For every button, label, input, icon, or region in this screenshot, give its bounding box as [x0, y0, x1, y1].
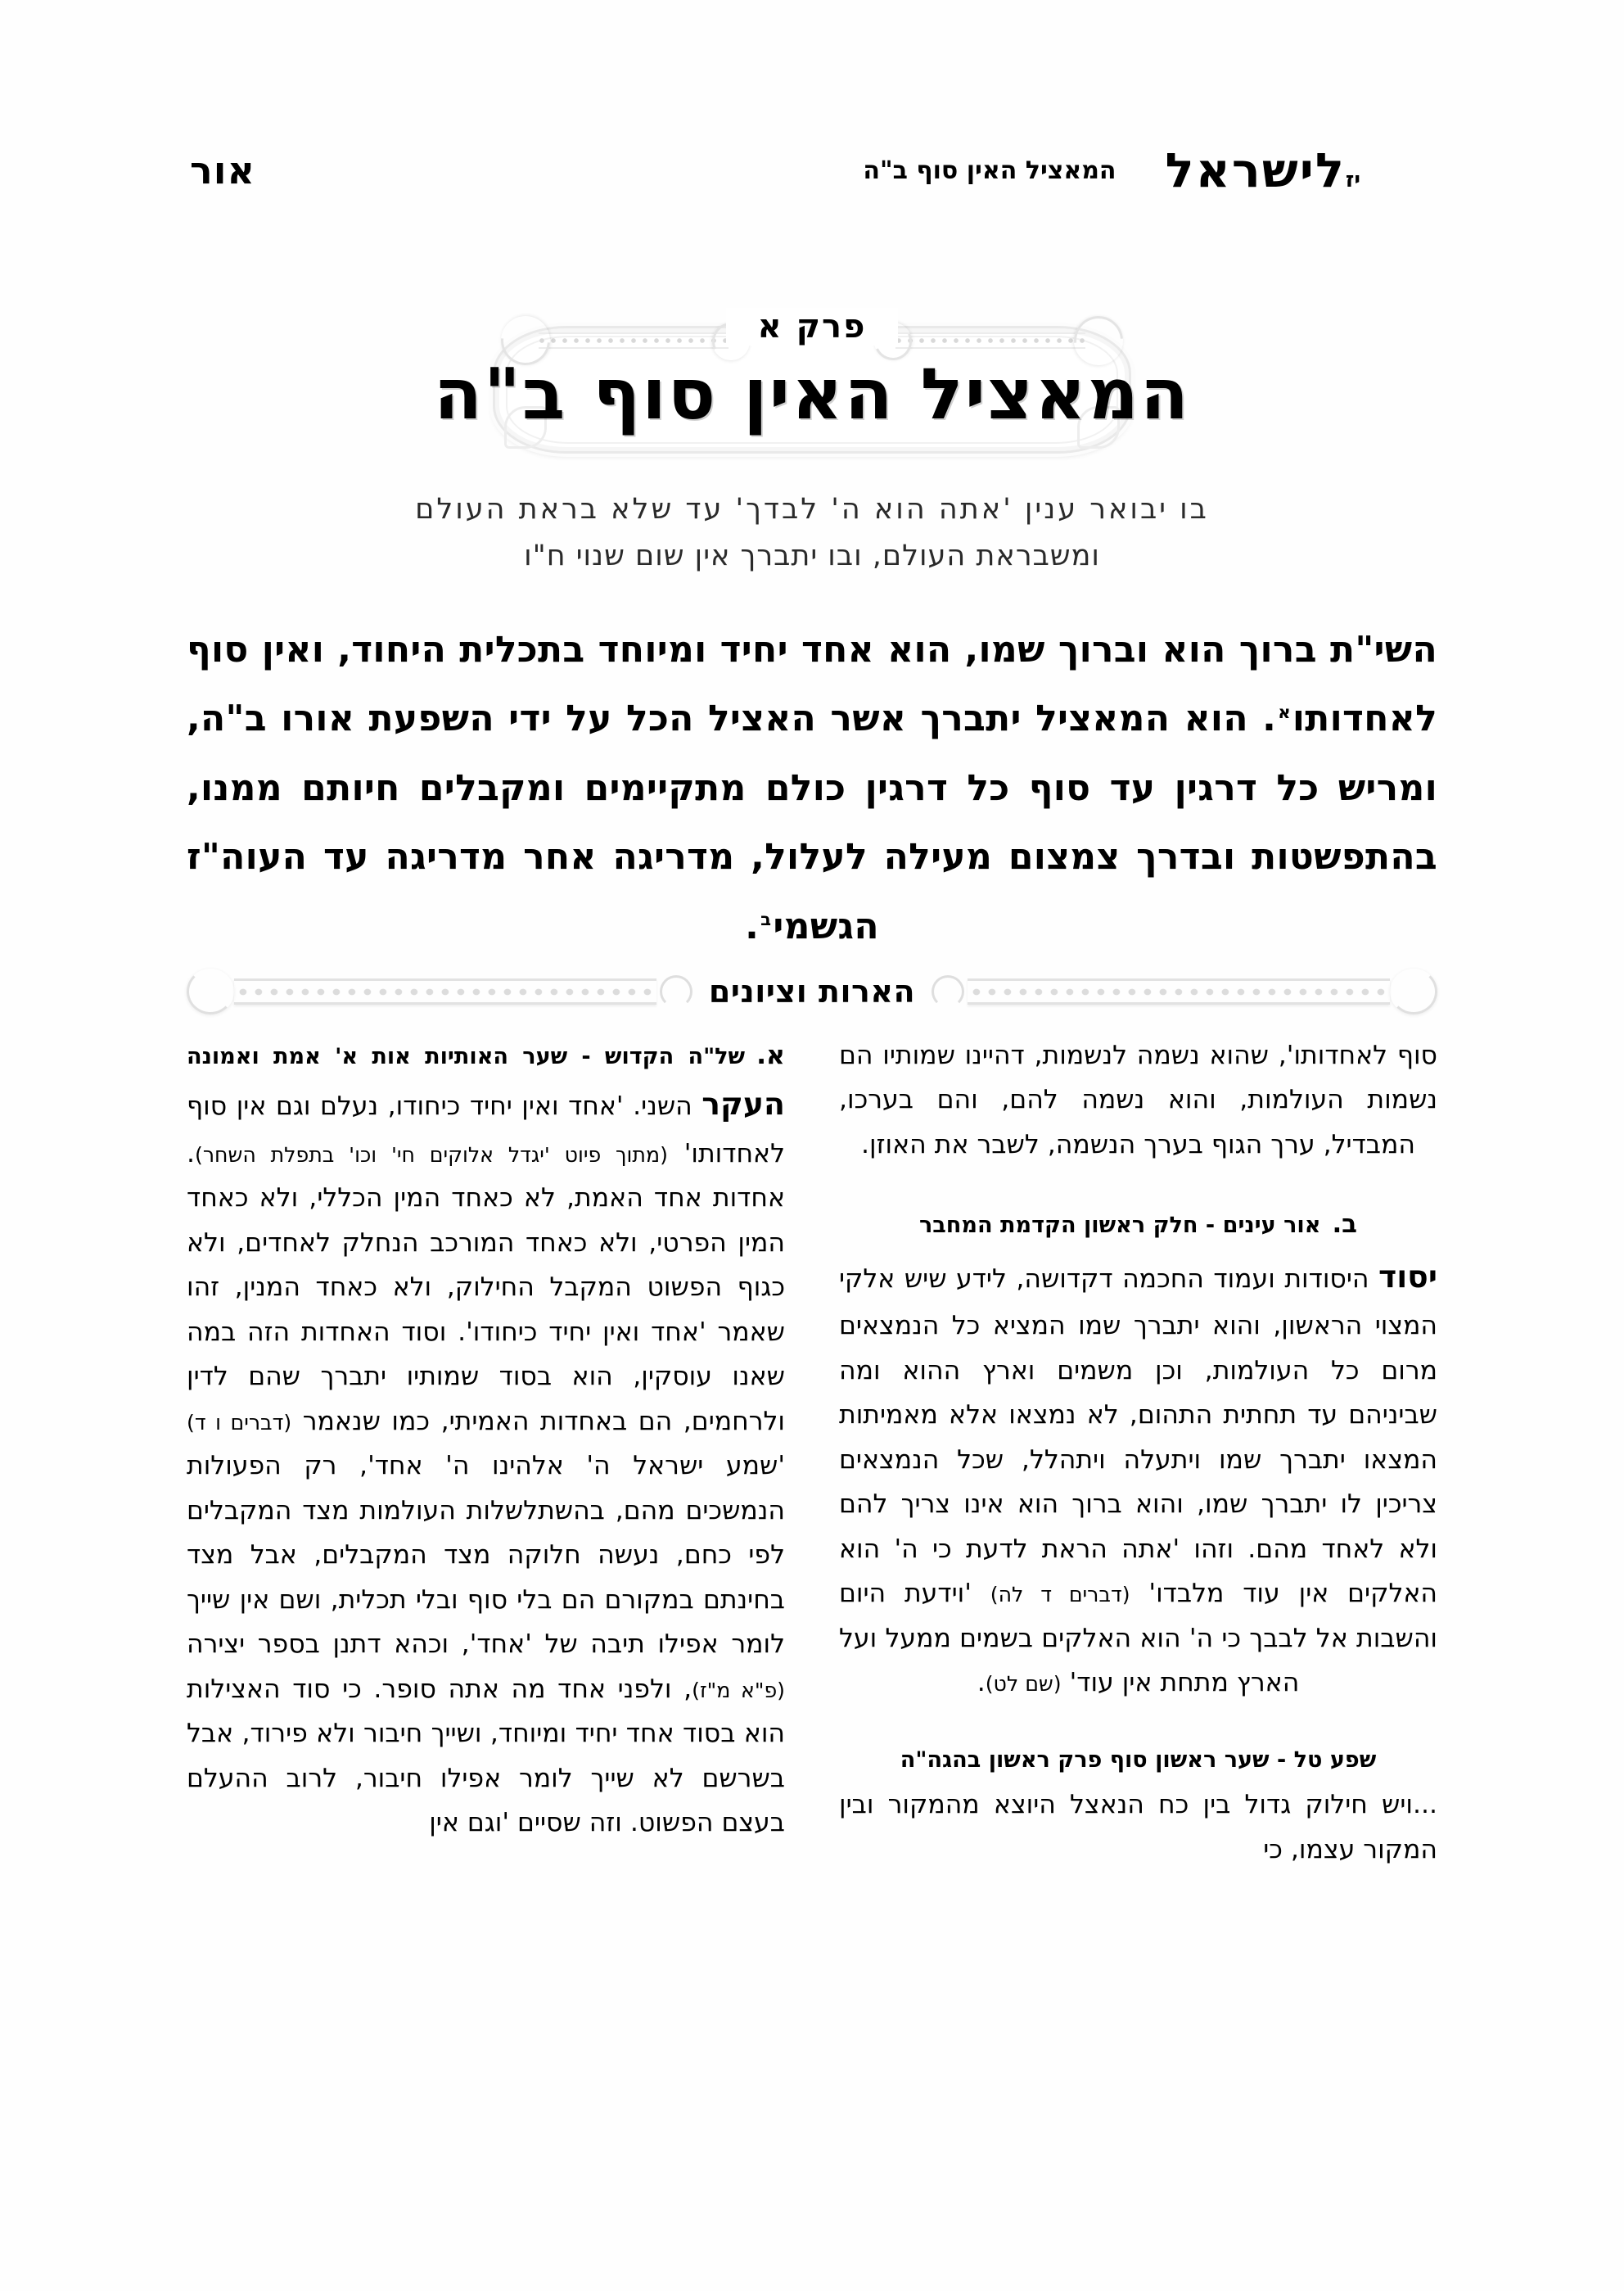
footnote-alef-text-3: 'שמע ישראל ה' אלהינו ה' אחד', רק הפעולות הנמשכים מהם, בהשתלשלות העולמות מצד המקבלים לפי כחם, נעשה חלוקה מצד המקבלים, אבל מצד בחינתם במקורם הם בלי סוף ובלי תכלית, ושם אין שייך לומר אפילו תיבה של 'אחד', וכהא דתנן בספר יצירה	[187, 1451, 785, 1660]
bead-rail-left-ornament	[539, 332, 729, 349]
subtitle-line-2: ומשבראת העולם, ובו יתברך אין שום שנוי ח"ו	[524, 539, 1100, 572]
rail-scroll-right-icon	[932, 975, 964, 1008]
footnote-bet	[839, 1250, 1437, 1706]
rail-cap-far-right-icon	[1390, 969, 1437, 1014]
footnote-marker-alef[interactable]: א	[1278, 701, 1291, 722]
notes-column-left	[839, 1033, 1437, 2234]
banner-rail-left-ornament	[187, 979, 696, 1004]
rail-scroll-left-icon	[660, 975, 692, 1008]
footnote-shefa-tal-text: ...ויש חילוק גדול בין כח הנאצל היוצא מהמקור ובין המקור עצמו, כי	[839, 1790, 1437, 1864]
notes-section-banner	[187, 965, 1437, 1019]
footnote-alef-citation-2: (דברים ו ד)	[187, 1410, 292, 1435]
footnote-shefa-tal-heading	[839, 1742, 1437, 1780]
footnote-bet-source: אור עינים - חלק ראשון הקדמת המחבר	[918, 1213, 1321, 1239]
chapter-label: פרק א	[726, 308, 898, 346]
running-head-book-title: לישראל	[1165, 142, 1346, 198]
rail-beads-left	[234, 978, 656, 1005]
subtitle-line-1: בו יבואר ענין 'אתה הוא ה' לבדך' עד שלא בראת העולם	[415, 493, 1209, 526]
rail-cap-far-left-icon	[187, 969, 234, 1014]
rail-beads-right	[968, 978, 1390, 1005]
footnote-bet-text-3: .	[977, 1668, 986, 1698]
footnote-bet-lead-word: יסוד	[1378, 1258, 1437, 1295]
footnote-bet-text-1: היסודות ועמוד החכמה דקדושה, לידע שיש אלקי המצוי הראשון, והוא יתברך שמו המציא כל הנמצאים מרום כל העולמות, וכן משמים וארץ ההוא ומה שביניהם עד תחתית התהום, לא נמצאו אלא מאמיתות המצאו יתברך שמו ויתעלה ויתהלל, שכל הנמצאים צריכין לו יתברך שמו, והוא ברוך הוא אינו צריך להם ולא לאחד מהם. וזהו 'אתה הראת לדעת כי ה' הוא האלקים אין עוד מלבדו'	[839, 1263, 1437, 1609]
body-text-segment-3: .	[745, 905, 760, 947]
footnote-alef-lead-word: העקר	[701, 1086, 785, 1123]
footnote-alef-text-4: , ולפני אחד מה אתה סופר. כי סוד האצילות הוא בסוד אחד יחיד ומיוחד, ושייך חיבור ולא פירוד, אבל בשרשם לא שייך לומר אפילו חיבור, לרוב ההעלם בעצם הפשוט. וזה שסיים 'וגם אין	[187, 1674, 785, 1838]
footnote-alef-source: של"ה הקדוש - שער האותיות אות א' אמת ואמונה	[187, 1044, 746, 1069]
page-title: המאציל האין סוף ב"ה	[433, 354, 1191, 436]
running-head-right-word: אור	[190, 148, 255, 192]
footnote-alef-citation-1: (מתוך פיוט 'יגדל אלוקים חי' וכו' בתפלת השחר)	[195, 1142, 668, 1167]
notes-banner-title: הארות וציונים	[708, 974, 916, 1010]
page-number: יז	[1345, 168, 1360, 192]
banner-rail-right-ornament	[928, 979, 1437, 1004]
running-head	[190, 138, 1434, 203]
footnote-marker-bet[interactable]: ב	[760, 909, 772, 930]
footnote-bet-marker: ב.	[1332, 1209, 1357, 1240]
main-body-text	[187, 616, 1437, 961]
body-text-segment-1: השי"ת ברוך הוא וברוך שמו, הוא אחד יחיד ומיוחד בתכלית היחוד, ואין סוף לאחדותו	[187, 629, 1437, 740]
notes-column-right	[187, 1033, 785, 2234]
bead-rail-right-ornament	[895, 332, 1085, 349]
running-head-left-group	[1166, 142, 1434, 198]
footnote-alef	[187, 1033, 785, 1846]
footnote-shefa-tal	[839, 1783, 1437, 1872]
footnote-bet-heading	[839, 1203, 1437, 1246]
footnote-shefa-tal-source: שפע טל - שער ראשון סוף פרק ראשון בהגה"ה	[900, 1746, 1377, 1773]
title-cartouche	[433, 308, 1191, 454]
footnote-alef-marker: א.	[756, 1041, 785, 1070]
body-text-segment-2: . הוא המאציל יתברך אשר האציל הכל על ידי השפעת אורו ב"ה, ומריש כל דרגין עד סוף כל דרגין כולם מתקיימים ומקבלים חיותם ממנו, בהתפשטות ובדרך צמצום מעילה לעלול, מדריגה אחר מדריגה עד העוה"ז הגשמי	[187, 698, 1437, 947]
title-block	[0, 308, 1624, 454]
subtitle	[270, 486, 1354, 579]
footnote-alef-continuation	[839, 1033, 1437, 1167]
footnote-alef-text-2: . אחדות אחד האמת, לא כאחד המין הכללי, ולא כאחד המין הפרטי, ולא כאחד המורכב הנחלק לאחדים, ולא כגוף הפשוט המקבל החילוק, ולא כאחד המנין, זהו שאמר 'אחד ואין יחיד כיחודו'. וסוד האחדות הזה במה שאנו עוסקין, הוא בסוד שמותיו יתברך שהם לדין ולרחמים, הם באחדות האמיתי, כמו שנאמר	[187, 1138, 785, 1436]
footnote-bet-citation-1: (דברים ד לה)	[990, 1583, 1130, 1607]
running-head-subject: המאציל האין סוף ב"ה	[863, 156, 1116, 185]
footnote-alef-continuation-text: סוף לאחדותו', שהוא נשמה לנשמות, דהיינו שמותיו הם נשמות העולמות, והוא נשמה להם, והם בערכו, המבדיל, ערך הגוף בערך הנשמה, לשבר את האוזן.	[839, 1041, 1437, 1159]
footnote-bet-citation-2: (שם לט)	[985, 1672, 1062, 1697]
notes-columns	[187, 1033, 1437, 2234]
footnote-alef-citation-3: (פ"א מ"ז)	[692, 1678, 785, 1702]
footnote-alef-text-1: השני. 'אחד ואין יחיד כיחודו, נעלם וגם אין סוף לאחדותו'	[187, 1091, 785, 1168]
footnote-bet-text-2: 'וידעת היום והשבות אל לבבך כי ה' הוא האלקים בשמים ממעל ועל הארץ מתחת אין עוד'	[839, 1579, 1437, 1698]
